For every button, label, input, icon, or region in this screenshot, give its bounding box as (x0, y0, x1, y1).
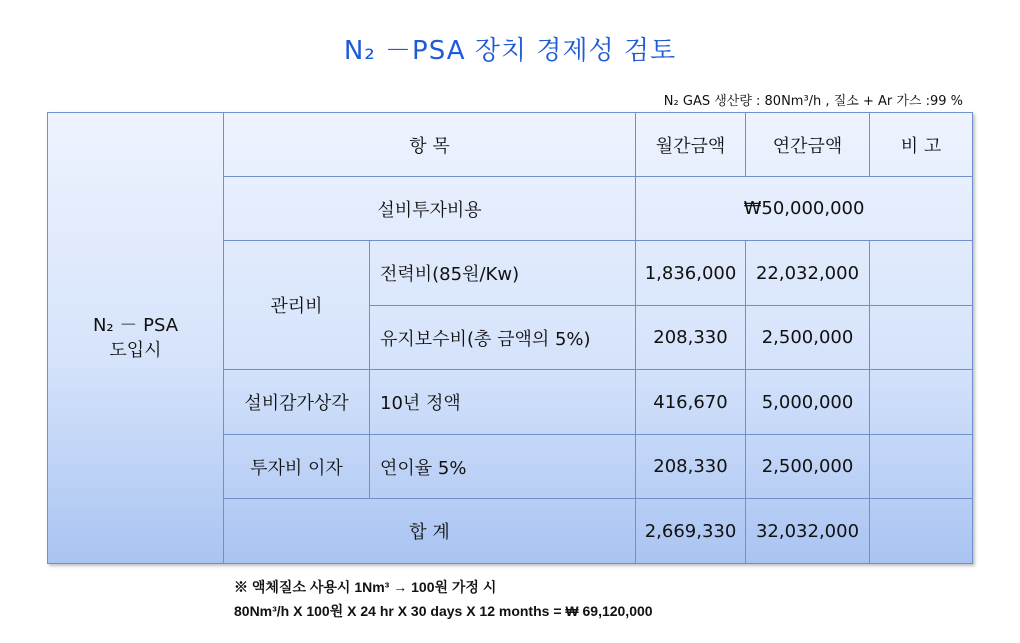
gas-production-info: N₂ GAS 생산량 : 80Nm³/h , 질소 + Ar 가스 :99 % (663, 94, 963, 109)
header-annual: 연간금액 (746, 113, 870, 177)
management-label: 관리비 (224, 241, 370, 370)
maintenance-annual: 2,500,000 (746, 306, 870, 370)
capex-value: ₩50,000,000 (636, 177, 973, 241)
interest-label: 투자비 이자 (224, 435, 370, 499)
economics-table (47, 112, 973, 564)
power-monthly: 1,836,000 (636, 241, 746, 306)
interest-annual: 2,500,000 (746, 435, 870, 499)
header-remark: 비 고 (870, 113, 973, 177)
header-item: 항 목 (224, 113, 636, 177)
total-label: 합 계 (224, 499, 636, 564)
power-remark (870, 241, 973, 306)
interest-rate: 연이율 5% (370, 435, 636, 499)
depreciation-annual: 5,000,000 (746, 370, 870, 435)
capex-label: 설비투자비용 (224, 177, 636, 241)
maintenance-label: 유지보수비(총 금액의 5%) (370, 306, 636, 370)
power-annual: 22,032,000 (746, 241, 870, 306)
total-remark (870, 499, 973, 564)
header-monthly: 월간금액 (636, 113, 746, 177)
note-line-1: ※ 액체질소 사용시 1Nm³ → 100원 가정 시 (234, 579, 497, 595)
page-title: N₂ －PSA 장치 경제성 검토 (343, 36, 677, 66)
table-header-row (48, 113, 973, 177)
interest-monthly: 208,330 (636, 435, 746, 499)
depreciation-label: 설비감가상각 (224, 370, 370, 435)
row-header-line2: 도입시 (109, 340, 162, 361)
note-line-2: 80Nm³/h X 100원 X 24 hr X 30 days X 12 months = ₩ 69,120,000 (234, 603, 653, 619)
total-annual: 32,032,000 (746, 499, 870, 564)
depreciation-method: 10년 정액 (370, 370, 636, 435)
row-header-cell (48, 113, 224, 564)
row-header-line1: N₂ － PSA (92, 315, 179, 336)
total-monthly: 2,669,330 (636, 499, 746, 564)
maintenance-remark (870, 306, 973, 370)
power-label: 전력비(85원/Kw) (370, 241, 636, 306)
depreciation-remark (870, 370, 973, 435)
interest-remark (870, 435, 973, 499)
depreciation-monthly: 416,670 (636, 370, 746, 435)
maintenance-monthly: 208,330 (636, 306, 746, 370)
